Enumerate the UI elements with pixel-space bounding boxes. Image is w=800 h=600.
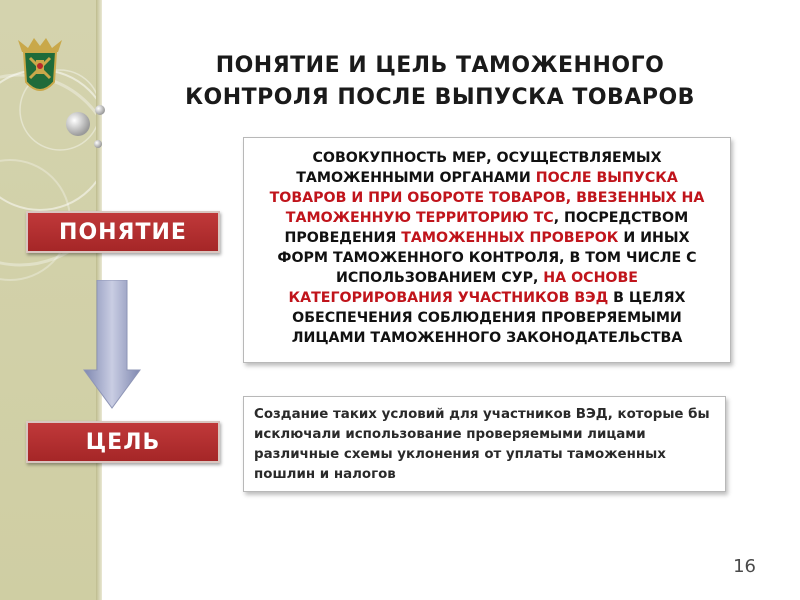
definition-highlight-1: ПОСЛЕ ВЫПУСКА ТОВАРОВ И ПРИ ОБОРОТЕ ТОВАРОВ, ВВЕЗЕННЫХ НА ТАМОЖЕННУЮ ТЕРРИТОРИЮ ТС: [269, 170, 705, 226]
customs-emblem-icon: [16, 36, 64, 102]
definition-text-2: , ПОСРЕДСТВОМ ПРОВЕДЕНИЯ: [284, 210, 689, 246]
concept-label: ПОНЯТИЕ: [26, 211, 220, 253]
definition-box: [243, 137, 731, 363]
definition-text-3: И ИНЫХ ФОРМ ТАМОЖЕННОГО КОНТРОЛЯ, В ТОМ ЧИСЛЕ С ИСПОЛЬЗОВАНИЕМ СУР,: [277, 230, 697, 286]
definition-text-1: СОВОКУПНОСТЬ МЕР, ОСУЩЕСТВЛЯЕМЫХ ТАМОЖЕННЫМИ ОРГАНАМИ: [296, 150, 662, 186]
goal-label: ЦЕЛЬ: [26, 421, 220, 463]
goal-text: Создание таких условий для участников ВЭД, которые бы исключали использование проверяемыми лицами различные схемы уклонения от уплаты таможенных пошлин и налогов: [254, 407, 710, 482]
page-number: 16: [733, 556, 756, 577]
definition-highlight-3: НА ОСНОВЕ КАТЕГОРИРОВАНИЯ УЧАСТНИКОВ ВЭД: [288, 270, 639, 306]
definition-highlight-2: ТАМОЖЕННЫХ ПРОВЕРОК: [401, 230, 619, 246]
title-line-2: КОНТРОЛЯ ПОСЛЕ ВЫПУСКА ТОВАРОВ: [185, 85, 695, 110]
title-line-1: ПОНЯТИЕ И ЦЕЛЬ ТАМОЖЕННОГО: [215, 53, 665, 78]
slide-title: [120, 50, 760, 114]
definition-text-4: В ЦЕЛЯХ ОБЕСПЕЧЕНИЯ СОБЛЮДЕНИЯ ПРОВЕРЯЕМЫМИ ЛИЦАМИ ТАМОЖЕННОГО ЗАКОНОДАТЕЛЬСТВА: [291, 290, 686, 346]
arrow-down-icon: [82, 280, 142, 410]
goal-box: [243, 396, 726, 492]
